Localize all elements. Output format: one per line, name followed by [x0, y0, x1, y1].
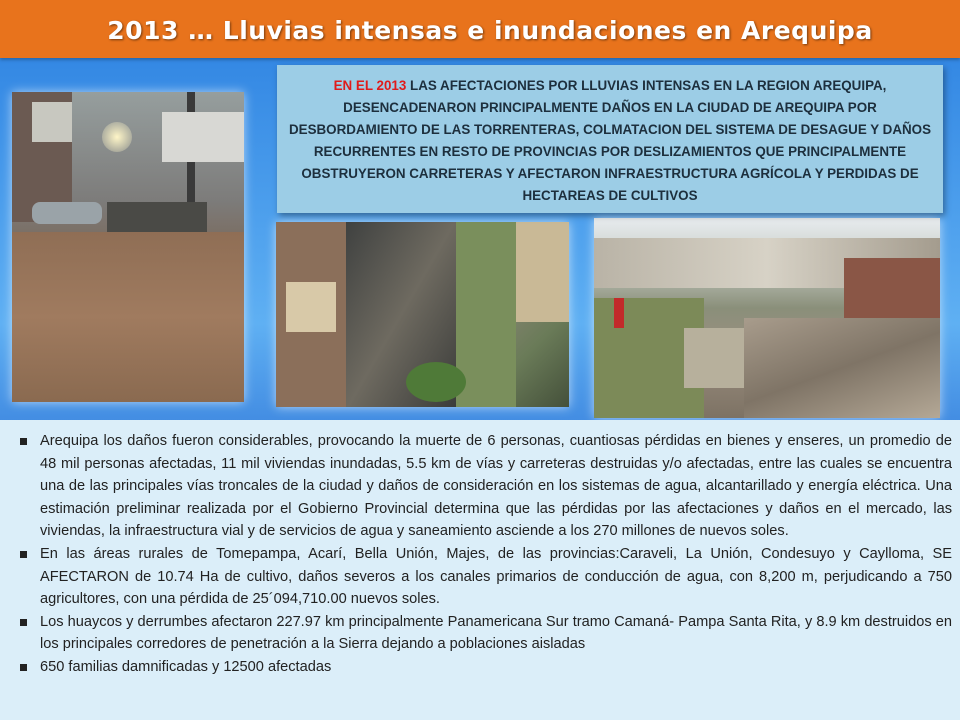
info-box [277, 65, 943, 213]
square-bullet-icon [20, 664, 27, 671]
bullet-text: 650 familias damnificadas y 12500 afectadas [40, 658, 332, 675]
aerial-city-photo [276, 222, 569, 407]
slide-title: 2013 … Lluvias intensas e inundaciones en Arequipa [107, 16, 873, 45]
bullet-text: Arequipa los daños fueron considerables, provocando la muerte de 6 personas, cuantiosas pérdidas en bienes y enseres, un promedio de 48 mil personas afectadas, 11 mil viviendas inundadas, 5.5 km de vías y carreteras destruidas y/o afectadas, entre las cuales se encuentra una de las principales vías troncales de la ciudad y daños de consideración en los sistemas de agua, alcantarillado y energía eléctrica. Una estimación preliminar realizada por el Gobierno Provincial determina que las pérdidas por las afectaciones y daños en el mercado, las viviendas, la infraestructura vial y de servicios de agua y saneamiento asciende a los 270 millones de nuevos soles. [40, 433, 952, 540]
bullet-list [20, 430, 952, 679]
bullet-item [20, 656, 952, 679]
debris-channel-photo [594, 218, 940, 418]
bullet-text: En las áreas rurales de Tomepampa, Acarí, Bella Unión, Majes, de las provincias:Caraveli, La Unión, Condesuyo y Caylloma, SE AFECTARON de 10.74 Ha de cultivo, daños severos a los canales primarios de conducción de agua, con 8,200 m, perjudicando a 750 agricultores, con una pérdida de 25´094,710.00 nuevos soles. [40, 545, 952, 608]
info-body: LAS AFECTACIONES POR LLUVIAS INTENSAS EN LA REGION AREQUIPA, DESENCADENARON PRINCIPALMENTE DAÑOS EN LA CIUDAD DE AREQUIPA POR DESBORDAMIENTO DE LAS TORRENTERAS, COLMATACION DEL SISTEMA DE DESAGUE Y DAÑOS RECURRENTES EN RESTO DE PROVINCIAS POR DESLIZAMIENTOS QUE PRINCIPALMENTE OBSTRUYERON CARRETERAS Y AFECTARON INFRAESTRUCTURA AGRÍCOLA Y PERDIDAS DE HECTAREAS DE CULTIVOS [288, 78, 932, 203]
bullet-item [20, 430, 952, 543]
bullet-item [20, 611, 952, 656]
square-bullet-icon [20, 551, 27, 558]
bullet-text: Los huaycos y derrumbes afectaron 227.97 km principalmente Panamericana Sur tramo Camaná- Pampa Santa Rita, y 8.9 km destruidos en los principales corredores de penetración a la Sierra dejando a poblaciones aisladas [40, 613, 952, 653]
bullet-item [20, 543, 952, 611]
square-bullet-icon [20, 438, 27, 445]
info-highlight: EN EL 2013 [333, 78, 407, 93]
square-bullet-icon [20, 619, 27, 626]
title-bar [0, 0, 960, 58]
info-text [285, 75, 935, 207]
flooded-street-photo [12, 92, 244, 402]
